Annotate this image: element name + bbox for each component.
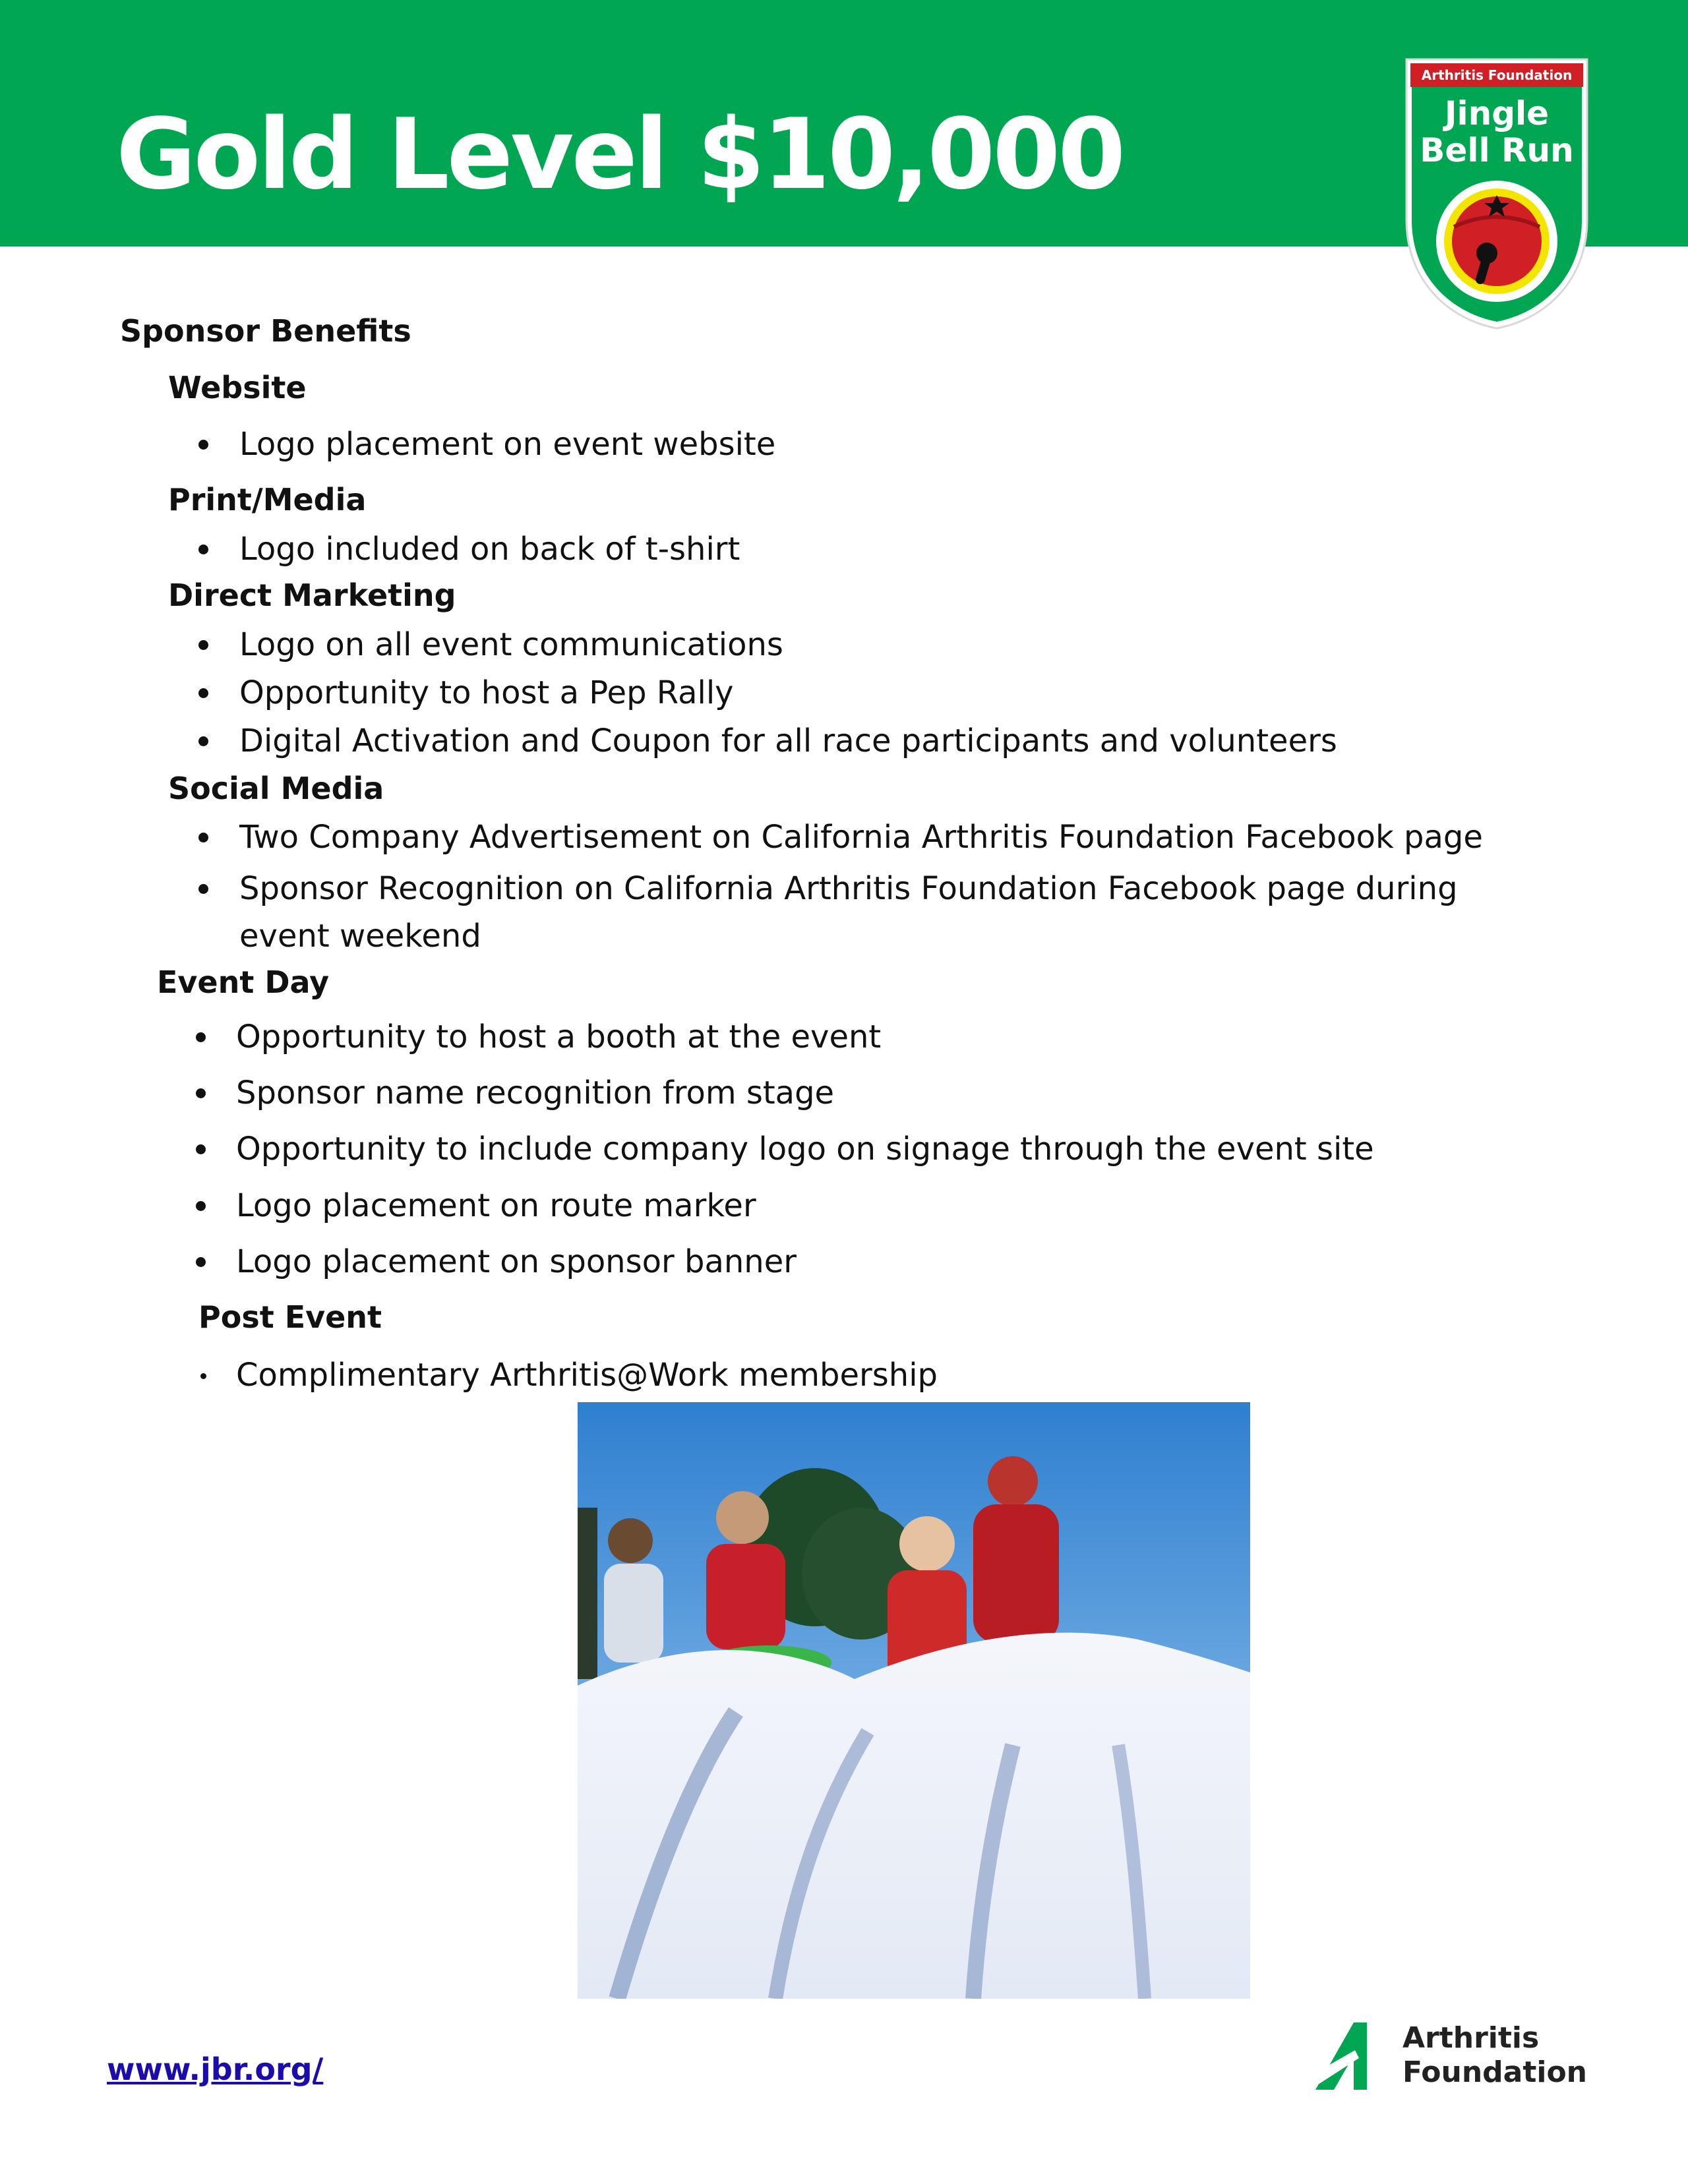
list-item: Opportunity to host a Pep Rally [239, 674, 734, 711]
logo-line1: Arthritis [1402, 2021, 1540, 2055]
sledding-scene-image [578, 1402, 1250, 1999]
social-media-heading: Social Media [168, 771, 384, 806]
bullet-icon [198, 833, 208, 842]
badge-title [1401, 95, 1592, 169]
bullet-icon [200, 1373, 206, 1379]
bullet-icon [198, 640, 208, 650]
list-item: Logo placement on route marker [236, 1187, 756, 1224]
badge-title-line1: Jingle [1444, 94, 1550, 133]
list-item: Logo placement on sponsor banner [236, 1243, 797, 1280]
bullet-icon [196, 1088, 206, 1098]
arthritis-foundation-logo [1309, 2016, 1586, 2095]
website-heading: Website [168, 370, 307, 405]
list-item: Opportunity to host a booth at the event [236, 1018, 882, 1055]
direct-marketing-heading: Direct Marketing [168, 577, 456, 613]
list-item: Complimentary Arthritis@Work membership [236, 1357, 938, 1394]
bullet-icon [196, 1144, 206, 1154]
list-item: Logo included on back of t-shirt [239, 531, 740, 568]
sledding-photo [578, 1402, 1250, 1999]
bullet-icon [198, 736, 208, 746]
list-item: Digital Activation and Coupon for all race participants and volunteers [239, 723, 1337, 759]
bullet-icon [198, 440, 208, 450]
logo-line2: Foundation [1402, 2055, 1588, 2089]
list-item: Logo on all event communications [239, 626, 783, 663]
jingle-bell-run-badge [1401, 55, 1592, 332]
bullet-icon [196, 1201, 206, 1211]
list-item: Opportunity to include company logo on signage through the event site [236, 1131, 1374, 1167]
arthritis-foundation-wordmark [1402, 2021, 1587, 2090]
bullet-icon [198, 688, 208, 698]
list-item: Two Company Advertisement on California Arthritis Foundation Facebook page [239, 819, 1483, 856]
post-event-heading: Post Event [198, 1299, 382, 1335]
list-item-continuation: event weekend [239, 918, 481, 955]
list-item: Logo placement on event website [239, 426, 776, 463]
print-media-heading: Print/Media [168, 482, 367, 517]
list-item: Sponsor Recognition on California Arthritis Foundation Facebook page during [239, 870, 1458, 907]
bullet-icon [196, 1032, 206, 1042]
sponsor-benefits-heading: Sponsor Benefits [120, 313, 411, 349]
bullet-icon [198, 884, 208, 894]
bullet-icon [198, 545, 208, 554]
arthritis-foundation-mark-icon [1309, 2016, 1395, 2095]
badge-org-label: Arthritis Foundation [1410, 63, 1583, 87]
website-link[interactable]: www.jbr.org/ [107, 2051, 324, 2087]
page-title: Gold Level $10,000 [116, 98, 1124, 211]
list-item: Sponsor name recognition from stage [236, 1075, 835, 1111]
badge-title-line2: Bell Run [1420, 131, 1574, 169]
bullet-icon [196, 1257, 206, 1267]
event-day-heading: Event Day [157, 964, 330, 1000]
